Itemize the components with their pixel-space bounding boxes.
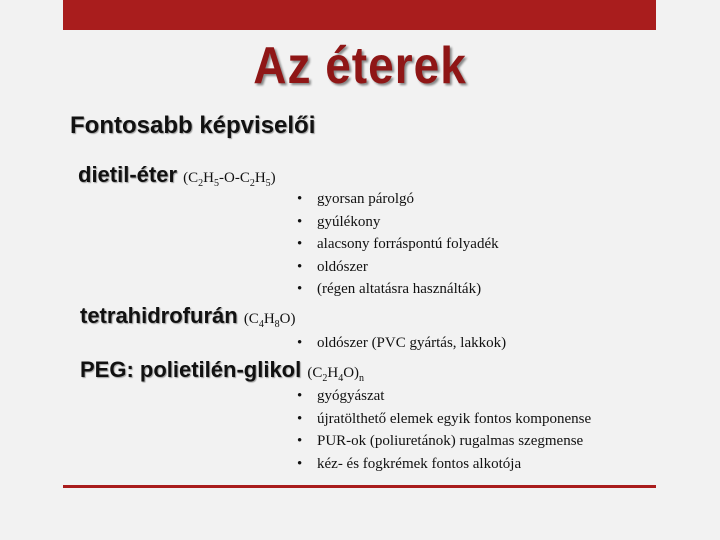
list-item: • (régen altatásra használták): [297, 278, 499, 301]
top-accent-bar: [63, 0, 656, 30]
list-item: • alacsony forráspontú folyadék: [297, 233, 499, 256]
compound-heading-dietil-eter: [78, 162, 276, 189]
property-list-peg: [297, 385, 591, 475]
compound-heading-peg: [80, 357, 364, 384]
list-item: • kéz- és fogkrémek fontos alkotója: [297, 453, 591, 476]
list-item: • gyógyászat: [297, 385, 591, 408]
property-list-tetrahidrofuran: [297, 332, 506, 355]
compound-heading-tetrahidrofuran: [80, 303, 295, 330]
slide-subtitle: Fontosabb képviselői: [70, 112, 316, 139]
compound-formula: $(C_2H_4O)_n$: [307, 365, 365, 384]
list-item: • PUR-ok (poliuretánok) rugalmas szegmense: [297, 430, 591, 453]
list-item: • újratölthető elemek egyik fontos komponense: [297, 408, 591, 431]
compound-formula: $(C_2H_5-O-C_2H_5)$: [183, 170, 276, 189]
list-item: • gyúlékony: [297, 211, 499, 234]
list-item: • oldószer (PVC gyártás, lakkok): [297, 332, 506, 355]
bottom-accent-rule: [63, 485, 656, 488]
slide-title: Az éterek: [253, 35, 467, 95]
compound-formula: $(C_4H_8O)$: [243, 311, 296, 330]
compound-name: PEG: polietilén-glikol: [80, 357, 302, 382]
list-item: • gyorsan párolgó: [297, 188, 499, 211]
compound-name: dietil-éter: [78, 162, 178, 187]
compound-name: tetrahidrofurán: [80, 303, 238, 328]
list-item: • oldószer: [297, 256, 499, 279]
property-list-dietil-eter: [297, 188, 499, 301]
